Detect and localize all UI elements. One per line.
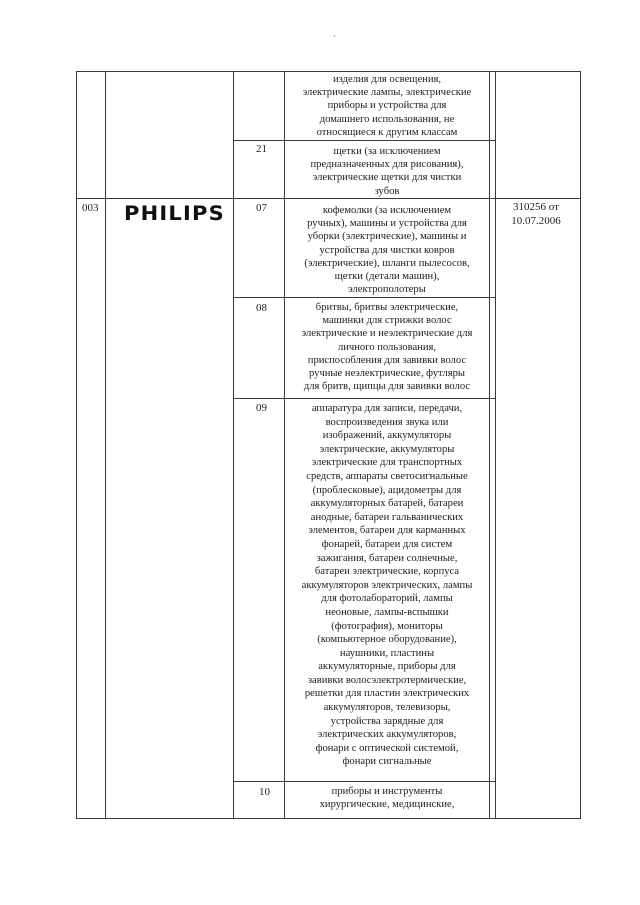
- row-divider-class21: [233, 140, 495, 141]
- row-divider-entry-003: [76, 198, 581, 199]
- column-divider-1: [105, 71, 106, 819]
- goods-description: приборы и инструменты хирургические, медицинские,: [319, 786, 455, 811]
- goods-description: щетки (за исключением предназначенных для рисования), электрические щетки для чистки зубов: [310, 146, 464, 197]
- row-divider-class09: [233, 398, 495, 399]
- table-border-top: [76, 71, 581, 72]
- class-number: 21: [256, 143, 267, 155]
- goods-description: бритвы, бритвы электрические, машинки для стрижки волос электрические и неэлектрические для личного пользования, приспособления для завивки волос ручные неэлектрические, футляры для бритв, щипцы для завивки волос: [301, 302, 473, 393]
- table-border-left: [76, 71, 77, 819]
- class-number: 07: [256, 202, 267, 214]
- class-number: 10: [259, 786, 270, 798]
- goods-description: изделия для освещения, электрические лампы, электрические приборы и устройства для домашнего использования, не относящиеся к другим классам: [302, 74, 472, 138]
- table-border-right: [580, 71, 581, 819]
- entry-number: 003: [82, 202, 99, 214]
- column-divider-2: [233, 71, 234, 819]
- row-divider-class10: [233, 781, 495, 782]
- philips-logo: PHILIPS: [124, 202, 225, 225]
- table-border-bottom: [76, 818, 581, 819]
- class-number: 09: [256, 402, 267, 414]
- goods-box-right: [489, 71, 490, 819]
- registration-number: 310256 от 10.07.2006: [511, 201, 561, 227]
- page-mark: ˏ: [333, 27, 336, 37]
- class-number: 08: [256, 302, 267, 314]
- row-divider-class08: [233, 297, 495, 298]
- goods-description: кофемолки (за исключением ручных), машины и устройства для уборки (электрические), машины и устройства для чистки ковров (электрические), шланги пылесосов, щетки (детали машин), электрополотеры: [304, 205, 470, 296]
- goods-description: аппаратура для записи, передачи, воспроизведения звука или изображений, аккумуляторы электрические, аккумуляторы электрические для транспортных средств, аппараты светосигнальные (проблесковые), ацидометры для аккумуляторных батарей, батареи анодные, батареи гальванических элементов, батареи для карманных фонарей, батареи для систем зажигания, батареи солнечные, батареи электрические, корпуса аккумуляторов электрических, лампы для фотолабораторий, лампы неоновые, лампы-вспышки (фотография), мониторы (компьютерное оборудование), наушники, пластины аккумуляторные, приборы для завивки волосэлектротермические, решетки для пластин электрических аккумуляторов, телевизоры, устройства зарядные для электрических аккумуляторов, фонари с оптической системой, фонари сигнальные: [301, 403, 473, 768]
- column-divider-3: [495, 71, 496, 819]
